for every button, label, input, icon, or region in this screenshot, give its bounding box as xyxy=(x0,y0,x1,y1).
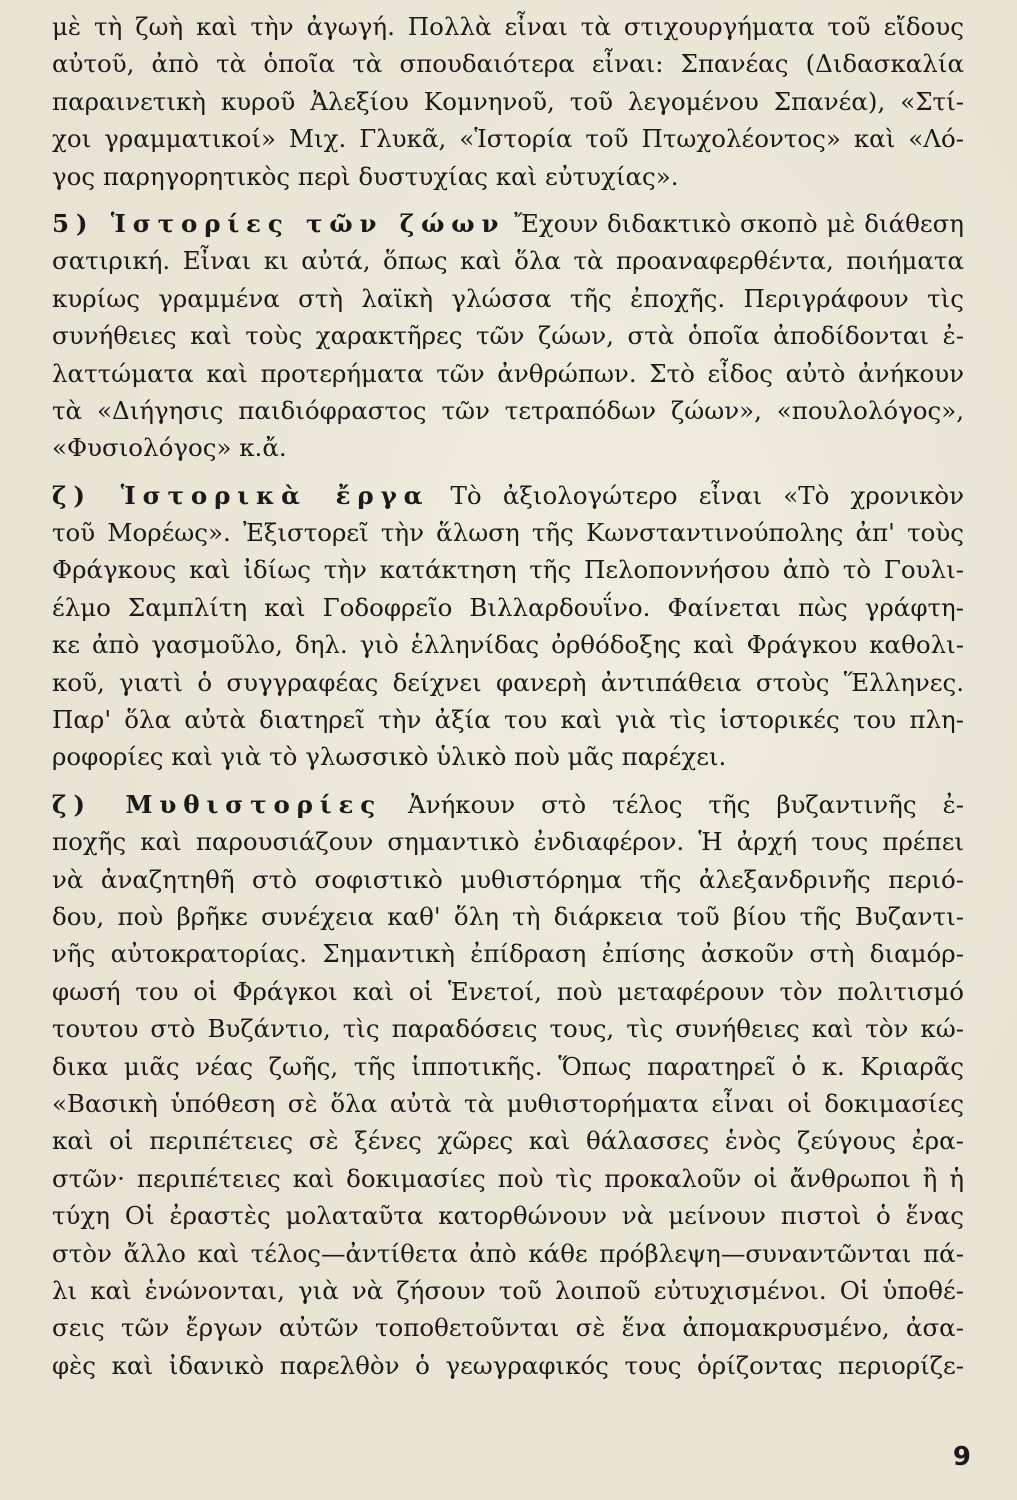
intro-paragraph xyxy=(52,8,964,195)
text-line: ροφορίες καὶ γιὰ τὸ γλωσσικὸ ὑλικὸ ποὺ μᾶς παρέχει. xyxy=(52,742,727,772)
section-animal-stories xyxy=(52,205,964,467)
text-line: νὰ ἀναζητηθῆ στὸ σοφιστικὸ μυθιστόρημα τῆς ἀλεξανδρινῆς περιό- xyxy=(52,864,964,894)
text-line: γος παρηγορητικὸς περὶ δυστυχίας καὶ εὐτυχίας». xyxy=(52,161,679,191)
section-novels xyxy=(52,786,964,1384)
text-line: τὰ «Διήγησις παιδιόφραστος τῶν τετραπόδων ζώων», «πουλολόγος», xyxy=(52,395,964,425)
section-heading: ζ) Μυθιστορίες xyxy=(52,789,383,819)
text-line: κυρίως γραμμένα στὴ λαϊκὴ γλώσσα τῆς ἐποχῆς. Περιγράφουν τὶς xyxy=(52,283,964,313)
text-line: λαττώματα καὶ προτερήματα τῶν ἀνθρώπων. Στὸ εἶδος αὐτὸ ἀνήκουν xyxy=(52,358,964,388)
section-heading: 5) Ἱστορίες τῶν ζώων xyxy=(52,208,506,238)
text-line: «Βασικὴ ὑπόθεση σὲ ὅλα αὐτὰ τὰ μυθιστορήματα εἶναι οἱ δοκιμασίες xyxy=(52,1088,964,1118)
text-line: καὶ οἱ περιπέτειες σὲ ξένες χῶρες καὶ θάλασσες ἑνὸς ζεύγους ἐρα- xyxy=(52,1126,964,1156)
page-number: 9 xyxy=(952,1442,971,1472)
text-line: νῆς αὐτοκρατορίας. Σημαντικὴ ἐπίδραση ἐπίσης ἀσκοῦν στὴ διαμόρ- xyxy=(52,939,964,969)
text-line: σεις τῶν ἔργων αὐτῶν τοποθετοῦνται σὲ ἕνα ἀπομακρυσμένο, ἀσα- xyxy=(52,1313,964,1343)
section-heading: ζ) Ἱστορικὰ ἔργα xyxy=(52,480,430,510)
text-line: δου, ποὺ βρῆκε συνέχεια καθ' ὅλη τὴ διάρκεια τοῦ βίου τῆς Βυζαντι- xyxy=(52,901,964,931)
text-line: Φράγκους καὶ ἰδίως τὴν κατάκτηση τῆς Πελοποννήσου ἀπὸ τὸ Γουλι- xyxy=(52,555,964,585)
text-line: έλμο Σαμπλίτη καὶ Γοδοφρεῖο Βιλλαρδουΐνο. Φαίνεται πὼς γράφτη- xyxy=(52,592,964,622)
section-first-line xyxy=(52,786,964,823)
section-first-line-text: Ἀνήκουν στὸ τέλος τῆς βυζαντινῆς ἐ- xyxy=(408,789,964,819)
text-line: συνήθειες καὶ τοὺς χαρακτῆρες τῶν ζώων, στὰ ὁποῖα ἀποδίδονται ἐ- xyxy=(52,321,964,351)
text-line: «Φυσιολόγος» κ.ἄ. xyxy=(52,433,287,463)
text-line: τουτου στὸ Βυζάντιο, τὶς παραδόσεις τους, τὶς συνήθειες καὶ τὸν κώ- xyxy=(52,1014,964,1044)
text-line: λι καὶ ἑνώνονται, γιὰ νὰ ζήσουν τοῦ λοιποῦ εὐτυχισμένοι. Οἱ ὑποθέ- xyxy=(52,1275,964,1305)
section-first-line xyxy=(52,205,964,242)
text-line: σατιρική. Εἶναι κι αὐτά, ὅπως καὶ ὅλα τὰ προαναφερθέντα, ποιήματα xyxy=(52,246,964,276)
text-line: κοῦ, γιατὶ ὁ συγγραφέας δείχνει φανερὴ ἀντιπάθεια στοὺς Ἕλληνες. xyxy=(52,667,964,697)
body-text xyxy=(52,8,964,1384)
text-line: αὐτοῦ, ἀπὸ τὰ ὁποῖα τὰ σπουδαιότερα εἶναι: Σπανέας (Διδασκαλία xyxy=(52,49,964,79)
section-first-line-text: Ἔχουν διδακτικὸ σκοπὸ μὲ διάθεση xyxy=(514,208,964,238)
text-line: στὸν ἄλλο καὶ τέλος—ἀντίθετα ἀπὸ κάθε πρόβλεψη—συναντῶνται πά- xyxy=(52,1238,964,1268)
text-line: χοι γραμματικοί» Μιχ. Γλυκᾶ, «Ἱστορία τοῦ Πτωχολέοντος» καὶ «Λό- xyxy=(52,124,964,154)
text-line: μὲ τὴ ζωὴ καὶ τὴν ἀγωγή. Πολλὰ εἶναι τὰ στιχουργήματα τοῦ εἴδους xyxy=(52,12,964,41)
text-line: τοῦ Μορέως». Ἐξιστορεῖ τὴν ἅλωση τῆς Κωνσταντινούπολης ἀπ' τοὺς xyxy=(52,518,964,548)
text-line: φὲς καὶ ἰδανικὸ παρελθὸν ὁ γεωγραφικός τους ὁρίζοντας περιορίζε- xyxy=(52,1350,964,1380)
text-line: κε ἀπὸ γασμοῦλο, δηλ. γιὸ ἑλληνίδας ὀρθόδοξης καὶ Φράγκου καθολι- xyxy=(52,630,964,660)
text-line: στῶν· περιπέτειες καὶ δοκιμασίες ποὺ τὶς προκαλοῦν οἱ ἄνθρωποι ἢ ἡ xyxy=(52,1163,964,1193)
section-first-line xyxy=(52,477,964,514)
section-first-line-text: Τὸ ἀξιολογώτερο εἶναι «Τὸ χρονικὸν xyxy=(450,480,964,510)
text-line: δικα μιᾶς νέας ζωῆς, τῆς ἱπποτικῆς. Ὅπως παρατηρεῖ ὁ κ. Κριαρᾶς xyxy=(52,1051,964,1081)
text-line: φωσή του οἱ Φράγκοι καὶ οἱ Ἑνετοί, ποὺ μεταφέρουν τὸν πολιτισμό xyxy=(52,976,964,1006)
section-historical-works xyxy=(52,477,964,776)
text-line: τύχη Οἱ ἐραστὲς μολαταῦτα κατορθώνουν νὰ μείνουν πιστοὶ ὁ ἕνας xyxy=(52,1201,964,1231)
text-line: παραινετικὴ κυροῦ Ἀλεξίου Κομνηνοῦ, τοῦ λεγομένου Σπανέα), «Στί- xyxy=(52,86,964,116)
text-line: Παρ' ὅλα αὐτὰ διατηρεῖ τὴν ἀξία του καὶ γιὰ τὶς ἱστορικές του πλη- xyxy=(52,705,964,735)
text-line: ποχῆς καὶ παρουσιάζουν σημαντικὸ ἐνδιαφέρον. Ἡ ἀρχή τους πρέπει xyxy=(52,827,964,857)
